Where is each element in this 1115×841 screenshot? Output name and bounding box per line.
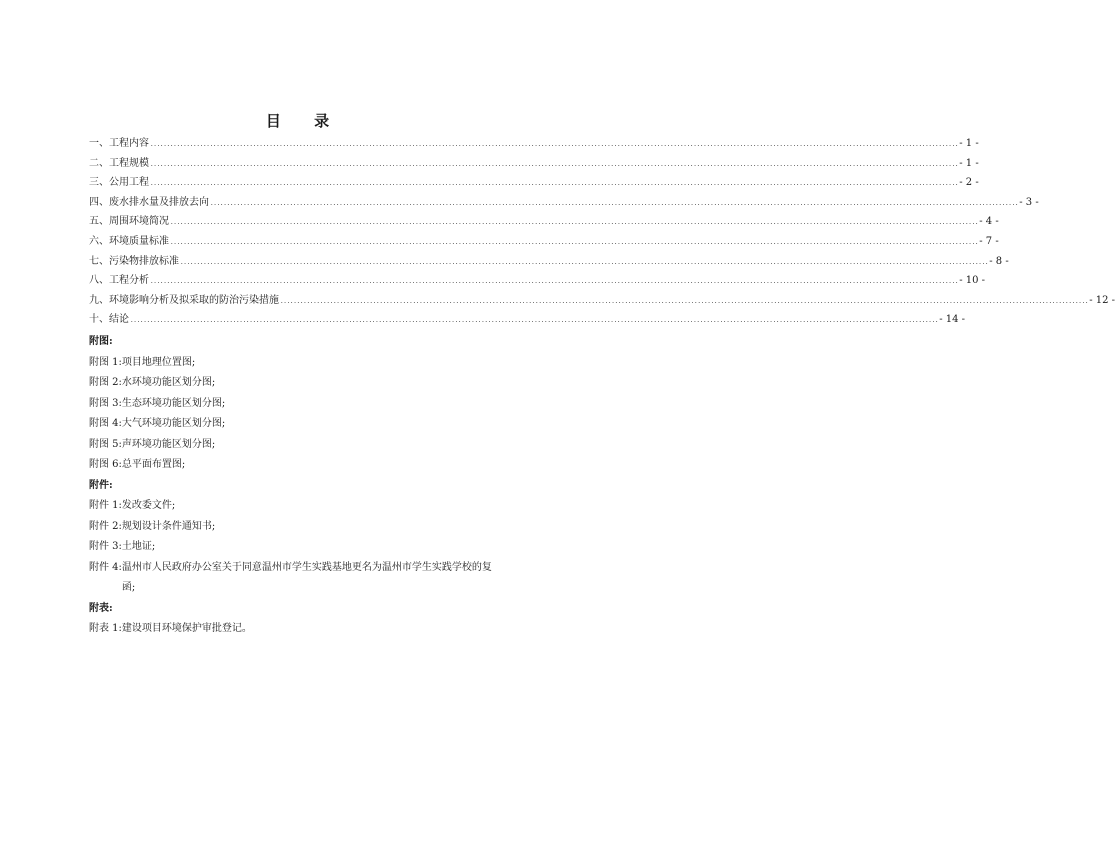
figure-number: 附图 1: xyxy=(89,356,122,368)
toc-entry-page: - 14 - xyxy=(939,314,966,326)
toc-leader-dots: .................................................................................................................................................................................................................................................... xyxy=(150,278,959,286)
figure-item xyxy=(89,353,505,374)
toc-entry[interactable] xyxy=(89,310,966,330)
toc-entry-label: 十、结论 xyxy=(89,314,129,326)
toc-entry-page: - 12 - xyxy=(1089,294,1115,306)
toc-leader-dots: .................................................................................................................................................................................................................................................... xyxy=(150,141,959,148)
figure-item xyxy=(89,435,505,456)
toc-entry-page: - 2 - xyxy=(959,177,979,189)
attachment-number: 附件 1: xyxy=(89,500,122,511)
toc-entry-label: 六、环境质量标准 xyxy=(89,235,169,247)
figure-number: 附图 2: xyxy=(89,377,122,388)
figure-item xyxy=(89,373,505,394)
figure-item xyxy=(89,455,505,476)
toc-entry-label: 二、工程规模 xyxy=(89,157,149,169)
toc-entry-page: - 7 - xyxy=(979,235,999,247)
figure-title: 大气环境功能区划分图; xyxy=(121,418,226,429)
table-title: 建设项目环境保护审批登记。 xyxy=(121,623,252,634)
attachment-title: 温州市人民政府办公室关于同意温州市学生实践基地更名为温州市学生实践学校的复函; xyxy=(121,561,492,593)
attachment-number: 附件 4: xyxy=(89,561,122,573)
attachment-number: 附件 2: xyxy=(89,520,122,532)
toc-leader-dots: .................................................................................................................................................................................................................................................... xyxy=(150,180,959,188)
toc-entry[interactable] xyxy=(89,173,979,193)
toc-entry-label: 三、公用工程 xyxy=(89,177,149,189)
table-of-contents xyxy=(89,134,1115,330)
attachment-number: 附件 3: xyxy=(89,541,122,552)
figure-item xyxy=(89,414,505,435)
figure-title: 水环境功能区划分图; xyxy=(121,377,216,388)
toc-entry[interactable] xyxy=(89,154,979,174)
figure-title: 总平面布置图; xyxy=(121,459,186,470)
toc-leader-dots: .................................................................................................................................................................................................................................................... xyxy=(130,317,939,325)
toc-entry[interactable] xyxy=(89,193,1039,213)
figure-number: 附图 5: xyxy=(89,438,122,450)
attachments-heading: 附件: xyxy=(89,479,113,491)
figure-item xyxy=(89,394,505,415)
toc-entry[interactable] xyxy=(89,271,986,291)
toc-entry-label: 八、工程分析 xyxy=(89,275,149,287)
toc-entry[interactable] xyxy=(89,232,999,252)
attachment-item xyxy=(89,496,505,517)
toc-entry-label: 七、污染物排放标准 xyxy=(89,255,179,267)
attachment-item xyxy=(89,558,505,599)
figure-title: 生态环境功能区划分图; xyxy=(121,397,226,409)
figure-number: 附图 3: xyxy=(89,397,122,409)
appendix-sections xyxy=(89,332,505,640)
toc-entry-label: 九、环境影响分析及拟采取的防治污染措施 xyxy=(89,294,279,306)
toc-entry-page: - 1 - xyxy=(959,138,979,149)
toc-leader-dots: .................................................................................................................................................................................................................................................... xyxy=(280,297,1089,305)
attachment-title: 发改委文件; xyxy=(121,500,176,511)
tables-heading: 附表: xyxy=(89,602,113,614)
toc-leader-dots: .................................................................................................................................................................................................................................................... xyxy=(210,199,1019,207)
figure-number: 附图 6: xyxy=(89,459,122,470)
toc-entry-page: - 4 - xyxy=(979,216,999,228)
table-item xyxy=(89,619,505,640)
toc-leader-dots: .................................................................................................................................................................................................................................................... xyxy=(170,219,979,227)
toc-leader-dots: .................................................................................................................................................................................................................................................... xyxy=(180,258,989,266)
figure-number: 附图 4: xyxy=(89,418,122,429)
figure-title: 声环境功能区划分图; xyxy=(121,438,216,450)
toc-entry-page: - 8 - xyxy=(989,255,1009,267)
toc-entry-label: 一、工程内容 xyxy=(89,138,149,149)
page-title: 目 录 xyxy=(265,112,344,130)
toc-entry-page: - 1 - xyxy=(959,157,979,169)
figures-heading: 附图: xyxy=(89,336,113,347)
attachment-title: 规划设计条件通知书; xyxy=(121,520,216,532)
toc-entry-page: - 10 - xyxy=(959,275,986,287)
toc-entry-page: - 3 - xyxy=(1019,196,1039,208)
toc-entry-label: 五、周围环境简况 xyxy=(89,216,169,228)
attachment-item xyxy=(89,517,505,538)
toc-entry[interactable] xyxy=(89,291,1115,311)
attachment-title: 土地证; xyxy=(121,541,156,552)
attachment-item xyxy=(89,537,505,558)
toc-entry[interactable] xyxy=(89,252,1009,272)
toc-leader-dots: .................................................................................................................................................................................................................................................... xyxy=(170,238,979,246)
table-number: 附表 1: xyxy=(89,623,122,634)
toc-leader-dots: .................................................................................................................................................................................................................................................... xyxy=(150,160,959,168)
toc-entry[interactable] xyxy=(89,212,999,232)
toc-entry-label: 四、废水排水量及排放去向 xyxy=(89,196,209,208)
figure-title: 项目地理位置图; xyxy=(121,356,196,368)
toc-entry[interactable] xyxy=(89,134,979,154)
